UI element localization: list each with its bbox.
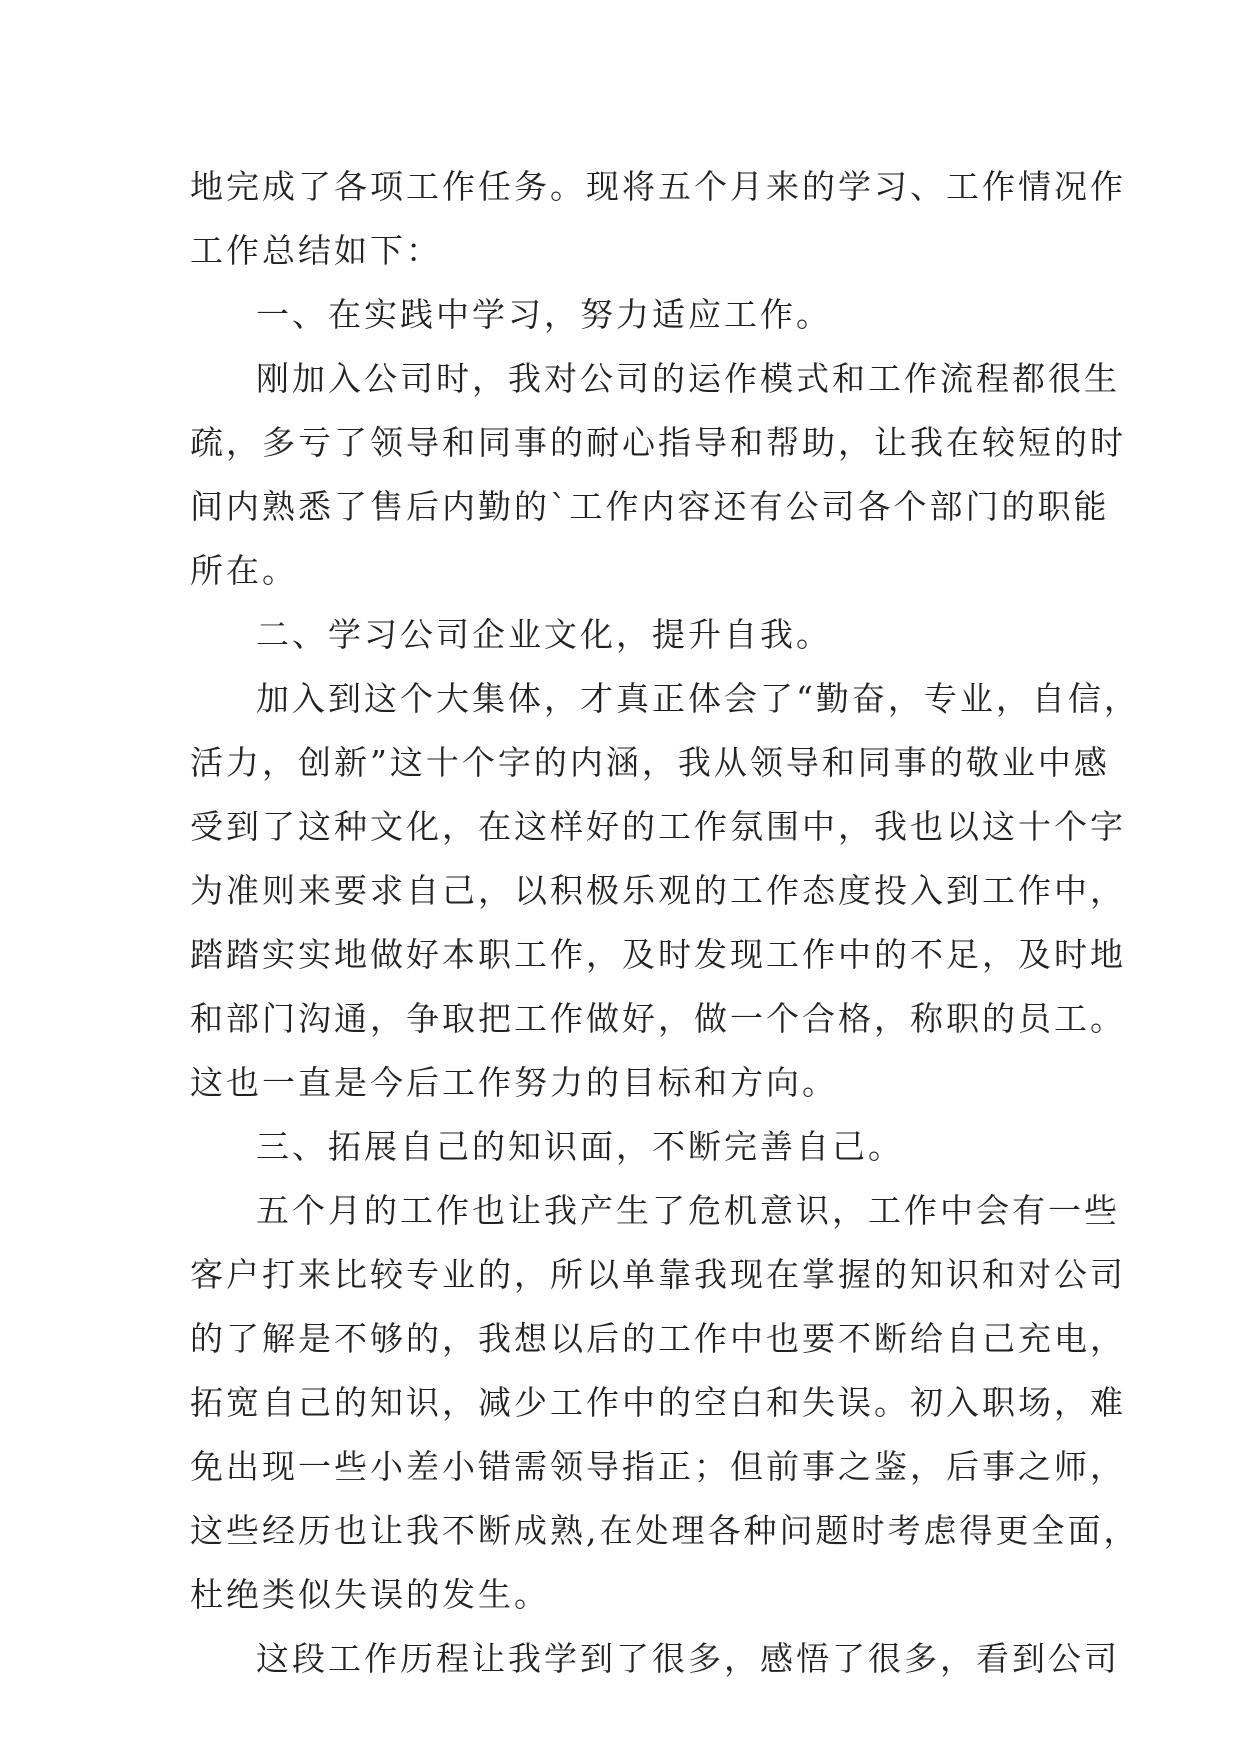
text-line: 拓宽自己的知识，减少工作中的空白和失误。初入职场，难 [190,1383,1126,1422]
text-line: 杜绝类似失误的发生。 [190,1575,550,1614]
text-line: 工作总结如下： [190,231,442,270]
text-line: 这段工作历程让我学到了很多，感悟了很多，看到公司 [256,1639,1120,1678]
text-line: 受到了这种文化，在这样好的工作氛围中，我也以这十个字 [190,807,1126,846]
text-line: 五个月的工作也让我产生了危机意识，工作中会有一些 [256,1191,1120,1230]
section-heading: 二、学习公司企业文化，提升自我。 [256,615,832,654]
text-line: 刚加入公司时，我对公司的运作模式和工作流程都很生 [256,359,1120,398]
document-body [190,155,1140,1691]
section-heading: 三、拓展自己的知识面，不断完善自己。 [256,1127,904,1166]
text-line: 和部门沟通，争取把工作做好，做一个合格，称职的员工。 [190,999,1126,1038]
text-line: 疏，多亏了领导和同事的耐心指导和帮助，让我在较短的时 [190,423,1126,462]
text-line: 这些经历也让我不断成熟,在处理各种问题时考虑得更全面， [190,1511,1140,1550]
section-heading: 一、在实践中学习，努力适应工作。 [256,295,832,334]
text-line: 间内熟悉了售后内勤的`工作内容还有公司各个部门的职能 [190,487,1110,526]
text-line: 的了解是不够的，我想以后的工作中也要不断给自己充电， [190,1319,1126,1358]
text-line: 客户打来比较专业的，所以单靠我现在掌握的知识和对公司 [190,1255,1126,1294]
text-line: 加入到这个大集体，才真正体会了“勤奋，专业，自信， [256,679,1140,718]
text-line: 活力，创新”这十个字的内涵，我从领导和同事的敬业中感 [190,743,1110,782]
text-line: 所在。 [190,551,298,590]
text-line: 踏踏实实地做好本职工作，及时发现工作中的不足，及时地 [190,935,1126,974]
text-line: 为准则来要求自己，以积极乐观的工作态度投入到工作中， [190,871,1126,910]
text-line: 这也一直是今后工作努力的目标和方向。 [190,1063,838,1102]
text-line: 免出现一些小差小错需领导指正；但前事之鉴，后事之师， [190,1447,1126,1486]
text-line: 地完成了各项工作任务。现将五个月来的学习、工作情况作 [190,167,1126,206]
